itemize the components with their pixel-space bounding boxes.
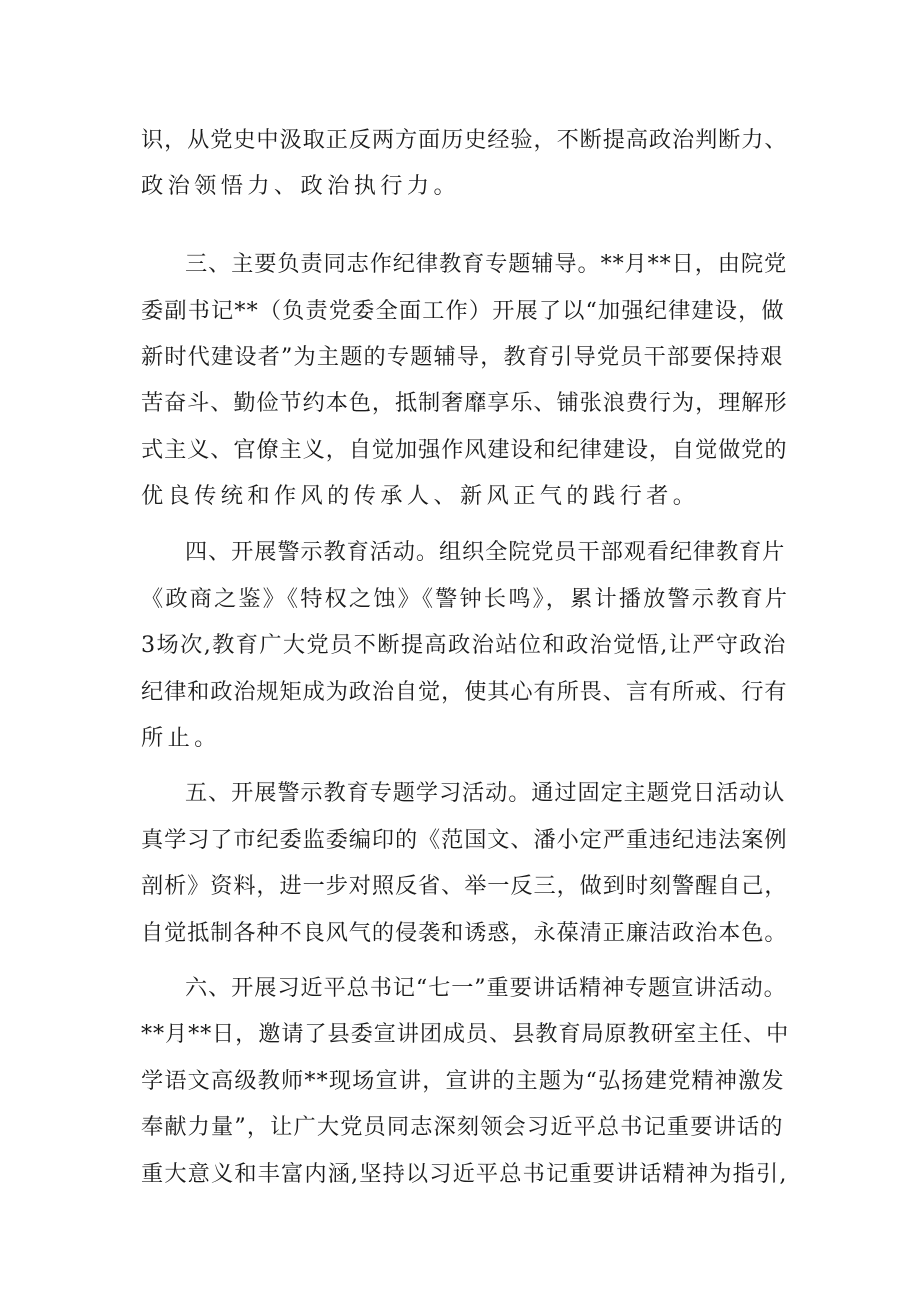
text-line: 政治领悟力、政治执行力。 — [141, 173, 461, 199]
text-line: 委副书记**（负责党委全面工作）开展了以“加强纪律建设，做 — [141, 298, 785, 324]
text-line: 真学习了市纪委监委编印的《范国文、潘小定严重违纪违法案例 — [141, 827, 788, 853]
text-line: 剖析》资料，进一步对照反省、举一反三，做到时刻警醒自己， — [141, 873, 788, 899]
text-line: 识，从党史中汲取正反两方面历史经验，不断提高政治判断力、 — [141, 127, 788, 153]
paragraph-heading-line: 三、主要负责同志作纪律教育专题辅导。**月**日，由院党 — [185, 251, 788, 277]
text-line: 优良传统和作风的传承人、新风正气的践行者。 — [141, 483, 700, 509]
text-line: 3场次,教育广大党员不断提高政治站位和政治觉悟,让严守政治 — [141, 632, 787, 658]
text-line: 自觉抵制各种不良风气的侵袭和诱惑，永葆清正廉洁政治本色。 — [141, 920, 788, 946]
text-line: **月**日，邀请了县委宣讲团成员、县教育局原教研室主任、中 — [141, 1021, 790, 1047]
text-line: 所止。 — [141, 725, 221, 751]
text-line: 学语文高级教师**现场宣讲，宣讲的主题为“弘扬建党精神激发 — [141, 1068, 785, 1094]
text-line: 苦奋斗、勤俭节约本色，抵制奢靡享乐、铺张浪费行为，理解形 — [141, 390, 788, 416]
text-line: 《政商之鉴》《特权之蚀》《警钟长鸣》，累计播放警示教育片 — [141, 586, 790, 612]
text-line: 重大意义和丰富内涵,坚持以习近平总书记重要讲话精神为指引, — [141, 1161, 788, 1187]
paragraph-heading-line: 五、开展警示教育专题学习活动。通过固定主题党日活动认 — [185, 780, 786, 806]
text-line: 纪律和政治规矩成为政治自觉，使其心有所畏、言有所戒、行有 — [141, 679, 788, 705]
text-line: 新时代建设者”为主题的专题辅导，教育引导党员干部要保持艰 — [141, 344, 784, 370]
text-line: 奉献力量”，让广大党员同志深刻领会习近平总书记重要讲话的 — [141, 1114, 784, 1140]
paragraph-heading-line: 六、开展习近平总书记“七一”重要讲话精神专题宣讲活动。 — [185, 975, 787, 1001]
text-line: 式主义、官僚主义，自觉加强作风建设和纪律建设，自觉做党的 — [141, 437, 788, 463]
paragraph-heading-line: 四、开展警示教育活动。组织全院党员干部观看纪律教育片 — [185, 539, 786, 565]
